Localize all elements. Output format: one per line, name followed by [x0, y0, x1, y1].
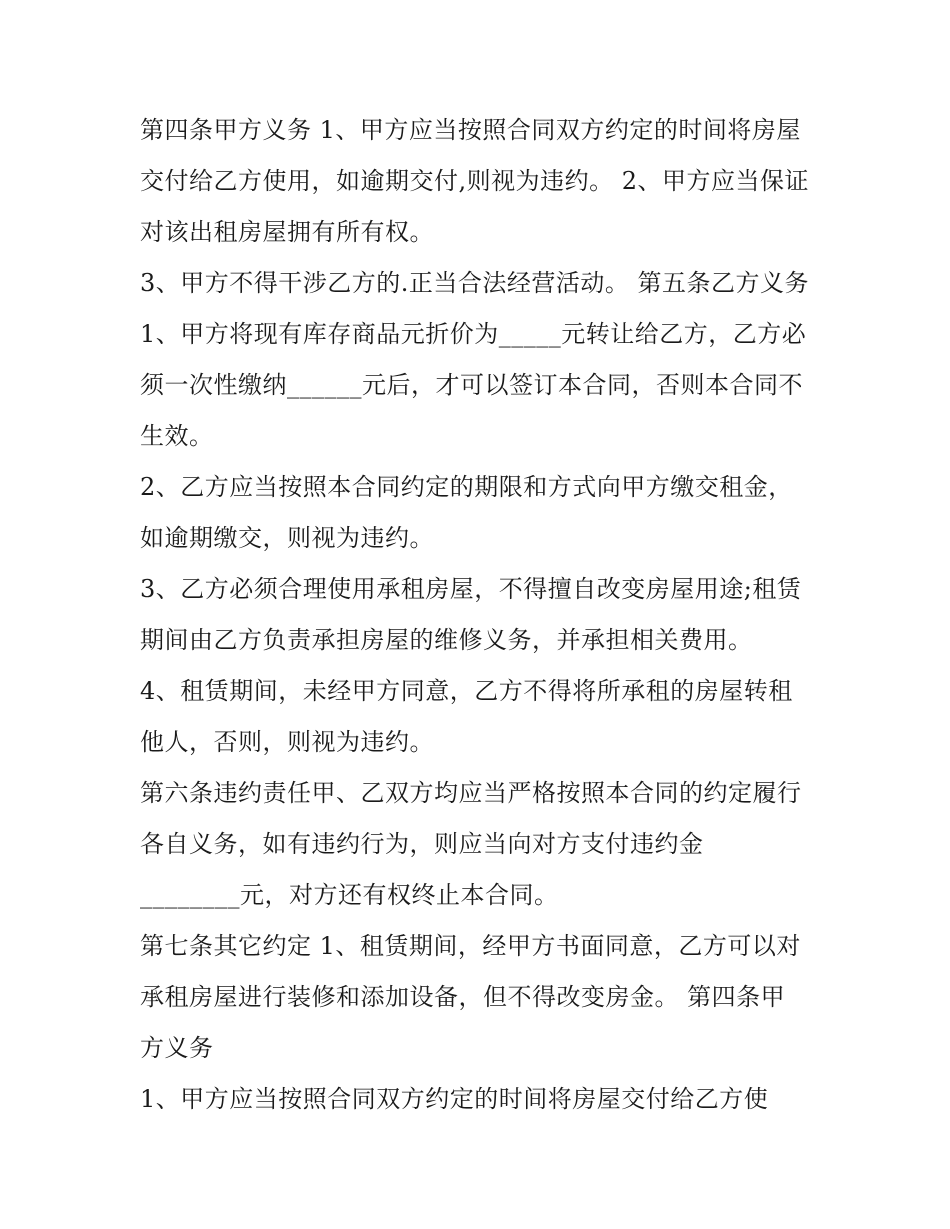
- text-line: 方义务: [140, 1034, 214, 1062]
- text-line: 2、乙方应当按照本合同约定的期限和方式向甲方缴交租金，: [140, 473, 793, 501]
- text-line: 交付给乙方使用，如逾期交付,则视为违约。 2、甲方应当保证: [140, 167, 810, 195]
- text-line: 1、甲方应当按照合同双方约定的时间将房屋交付给乙方使: [140, 1085, 769, 1113]
- text-line: 承租房屋进行装修和添加设备，但不得改变房金。 第四条甲: [140, 983, 786, 1011]
- document-body: [140, 105, 820, 1125]
- text-line: 第四条甲方义务 1、甲方应当按照合同双方约定的时间将房屋: [140, 116, 801, 144]
- text-line: 4、租赁期间，未经甲方同意，乙方不得将所承租的房屋转租: [140, 677, 793, 705]
- text-line: 第七条其它约定 1、租赁期间，经甲方书面同意，乙方可以对: [140, 932, 801, 960]
- text-line: 第六条违约责任甲、乙双方均应当严格按照本合同的约定履行: [140, 779, 802, 807]
- text-line: 对该出租房屋拥有所有权。: [140, 218, 434, 246]
- text-line: 须一次性缴纳______元后，才可以签订本合同，否则本合同不: [140, 371, 803, 399]
- text-line: 1、甲方将现有库存商品元折价为_____元转让给乙方，乙方必: [140, 320, 807, 348]
- text-line: 如逾期缴交，则视为违约。: [140, 524, 434, 552]
- text-line: 3、甲方不得干涉乙方的.正当合法经营活动。 第五条乙方义务: [140, 269, 810, 297]
- text-line: 期间由乙方负责承担房屋的维修义务，并承担相关费用。: [140, 626, 753, 654]
- text-line: 各自义务，如有违约行为，则应当向对方支付违约金: [140, 830, 704, 858]
- text-line: 3、乙方必须合理使用承租房屋，不得擅自改变房屋用途;租赁: [140, 575, 802, 603]
- text-line: 他人，否则，则视为违约。: [140, 728, 434, 756]
- text-line: ________元，对方还有权终止本合同。: [140, 881, 559, 909]
- text-line: 生效。: [140, 422, 214, 450]
